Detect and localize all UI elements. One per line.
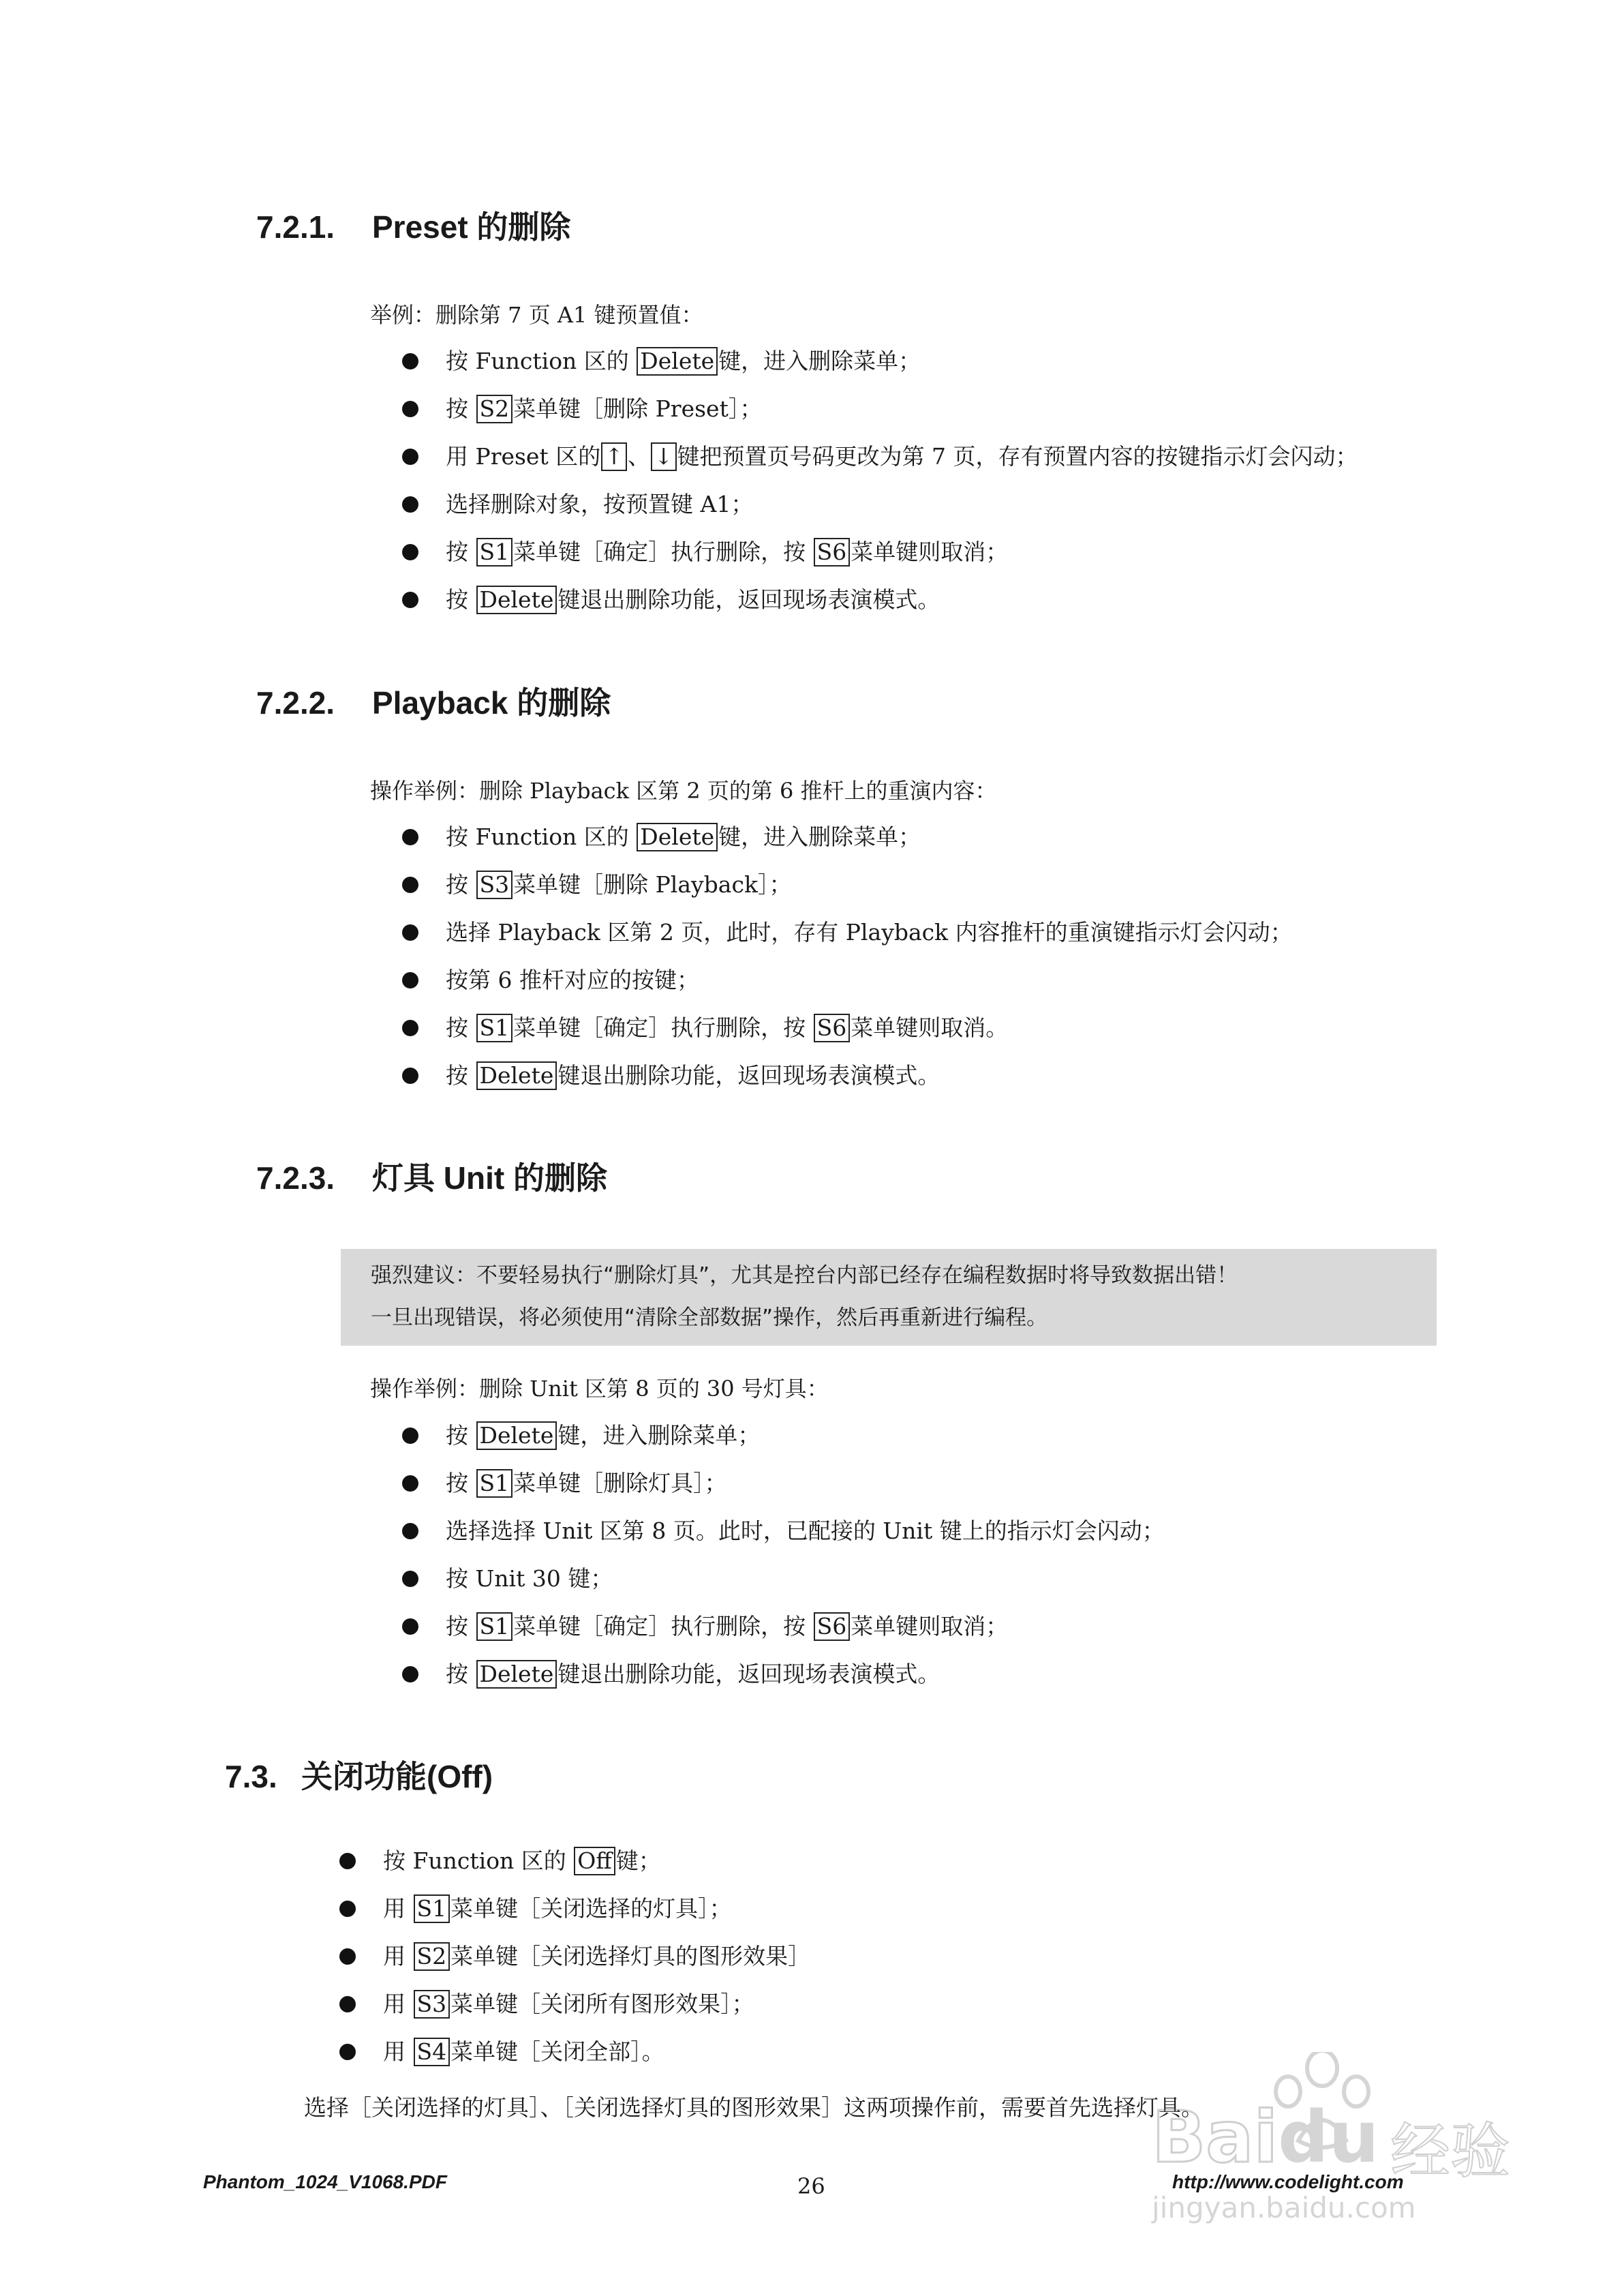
- footer-filename: Phantom_1024_V1068.PDF: [203, 2171, 447, 2192]
- bullet-icon: [402, 544, 418, 560]
- step-text-before: 按: [446, 1470, 476, 1496]
- step-text-before: 按: [446, 1661, 476, 1687]
- step-text: [383, 1846, 661, 1876]
- step-text-after: 菜单键［关闭所有图形效果］；: [450, 1991, 754, 2017]
- step-text: [446, 394, 762, 424]
- step-text: [383, 1989, 754, 2019]
- step-text: [446, 870, 791, 900]
- step-text-after: 键把预置页号码更改为第 7 页，存有预置内容的按键指示灯会闪动；: [677, 443, 1358, 470]
- example-intro: 操作举例：删除 Playback 区第 2 页的第 6 推杆上的重演内容：: [370, 778, 997, 804]
- bullet-icon: [402, 401, 418, 417]
- bullet-icon: [402, 972, 418, 988]
- key-label: Delete: [637, 823, 718, 851]
- warning-line: 强烈建议：不要轻易执行“删除灯具”，尤其是控台内部已经存在编程数据时将导致数据出错！: [371, 1263, 1238, 1288]
- step-text-before: 用: [383, 1895, 413, 1922]
- step-text-middle: 、: [627, 443, 650, 470]
- key-label: S1: [476, 1612, 513, 1641]
- step-text-middle: 菜单键［确定］执行删除，按: [513, 539, 813, 565]
- step-plain-text: 选择 Playback 区第 2 页，此时，存有 Playback 内容推杆的重演键指示灯会闪动；: [446, 919, 1293, 946]
- step-text: [446, 1061, 940, 1091]
- bullet-icon: [402, 353, 418, 369]
- step-text-before: 按 Function 区的: [446, 348, 637, 374]
- key-label: S6: [814, 1612, 851, 1641]
- step-plain-text: 按第 6 推杆对应的按键；: [446, 967, 699, 993]
- key-label: S3: [476, 871, 513, 899]
- step-text-before: 按: [446, 539, 476, 565]
- step-text-after: 键退出删除功能，返回现场表演模式。: [557, 1661, 940, 1687]
- heading-title: Preset 的删除: [372, 209, 571, 245]
- heading-title: 关闭功能(Off): [301, 1759, 493, 1794]
- heading-number: 7.2.2.: [256, 685, 335, 721]
- key-label: Delete: [476, 1421, 557, 1450]
- step-text-after: 菜单键［关闭选择的灯具］；: [450, 1895, 732, 1922]
- step-text: [446, 918, 1293, 948]
- bullet-icon: [402, 1618, 418, 1635]
- step-text-after: 键，进入删除菜单；: [718, 824, 921, 850]
- key-label: Off: [574, 1847, 615, 1875]
- step-text: [446, 1659, 940, 1689]
- step-text-after: 菜单键则取消；: [851, 1613, 1009, 1640]
- bullet-icon: [402, 1523, 418, 1539]
- key-label: ↑: [601, 442, 627, 471]
- step-text-before: 用: [383, 2038, 413, 2065]
- step-text-after: 键，进入删除菜单；: [718, 348, 921, 374]
- key-label: Delete: [637, 347, 718, 376]
- example-intro: 举例：删除第 7 页 A1 键预置值：: [370, 302, 703, 328]
- bullet-icon: [339, 1901, 356, 1917]
- heading-number: 7.2.1.: [256, 209, 335, 245]
- bullet-icon: [402, 496, 418, 513]
- key-label: S6: [814, 538, 851, 567]
- key-label: S2: [414, 1942, 450, 1971]
- step-text: [383, 1942, 810, 1972]
- heading-number: 7.2.3.: [256, 1160, 335, 1196]
- step-text-before: 按: [446, 1422, 476, 1449]
- warning-line: 一旦出现错误，将必须使用“清除全部数据”操作，然后再重新进行编程。: [371, 1305, 1048, 1330]
- heading-7-2-1: [256, 208, 570, 246]
- key-label: Delete: [476, 1061, 557, 1090]
- step-text-before: 用: [383, 1991, 413, 2017]
- footer-url[interactable]: http://www.codelight.com: [1172, 2171, 1404, 2192]
- step-text-before: 按: [446, 1014, 476, 1041]
- step-text-after: 菜单键则取消；: [851, 539, 1009, 565]
- step-text-after: 键；: [615, 1847, 661, 1874]
- step-text-before: 按 Function 区的: [383, 1847, 574, 1874]
- key-label: Delete: [476, 1660, 557, 1689]
- step-text-after: 菜单键［删除 Playback］；: [513, 871, 792, 898]
- step-plain-text: 选择删除对象，按预置键 A1；: [446, 491, 754, 517]
- key-label: ↓: [651, 442, 677, 471]
- step-text: [383, 2037, 664, 2067]
- baidu-logo-text: Baidu: [1152, 2096, 1379, 2179]
- baidu-watermark: [1152, 2052, 1533, 2229]
- step-text: [446, 489, 753, 519]
- heading-number: 7.3.: [225, 1759, 277, 1794]
- bullet-icon: [402, 1428, 418, 1444]
- step-text-after: 菜单键［删除灯具］；: [513, 1470, 727, 1496]
- step-text: [446, 1612, 1008, 1642]
- key-label: S6: [814, 1014, 851, 1042]
- page-number: 26: [797, 2173, 825, 2199]
- heading-7-3: [225, 1757, 493, 1796]
- step-text-middle: 菜单键［确定］执行删除，按: [513, 1613, 813, 1640]
- step-text: [446, 442, 1358, 472]
- heading-title: Playback 的删除: [372, 685, 611, 721]
- step-text-after: 菜单键［删除 Preset］；: [513, 395, 763, 422]
- key-label: S1: [476, 538, 513, 567]
- bullet-icon: [402, 1571, 418, 1587]
- bullet-icon: [402, 1666, 418, 1682]
- step-text-after: 菜单键［关闭全部］。: [450, 2038, 664, 2065]
- watermark-url: jingyan.baidu.com: [1152, 2191, 1416, 2224]
- step-text-before: 按: [446, 871, 476, 898]
- step-plain-text: 按 Unit 30 键；: [446, 1565, 613, 1592]
- key-label: S4: [414, 2038, 450, 2066]
- step-text-before: 按 Function 区的: [446, 824, 637, 850]
- bullet-icon: [339, 1948, 356, 1965]
- step-text: [383, 1894, 732, 1924]
- bullet-icon: [402, 1475, 418, 1492]
- step-text-before: 用: [383, 1943, 413, 1969]
- step-text-after: 键，进入删除菜单；: [557, 1422, 761, 1449]
- step-text: [446, 1564, 613, 1594]
- key-label: S2: [476, 395, 513, 423]
- step-text: [446, 346, 921, 376]
- step-text-after: 键退出删除功能，返回现场表演模式。: [557, 586, 940, 613]
- step-text: [446, 585, 940, 615]
- bullet-icon: [402, 924, 418, 941]
- step-text: [446, 822, 921, 852]
- step-text-after: 菜单键则取消。: [851, 1014, 1009, 1041]
- step-text-before: 按: [446, 586, 476, 613]
- key-label: S3: [414, 1990, 450, 2019]
- jingyan-text: 经验: [1390, 2116, 1511, 2186]
- bullet-icon: [339, 1853, 356, 1869]
- bullet-icon: [402, 829, 418, 845]
- step-text: [446, 537, 1008, 567]
- step-plain-text: 选择选择 Unit 区第 8 页。此时，已配接的 Unit 键上的指示灯会闪动；: [446, 1517, 1165, 1544]
- step-text-after: 菜单键［关闭选择灯具的图形效果］: [450, 1943, 811, 1969]
- bullet-icon: [402, 1068, 418, 1084]
- example-intro: 操作举例：删除 Unit 区第 8 页的 30 号灯具：: [370, 1376, 829, 1402]
- step-text-middle: 菜单键［确定］执行删除，按: [513, 1014, 813, 1041]
- step-text: [446, 965, 699, 995]
- note-text: 选择［关闭选择的灯具］、［关闭选择灯具的图形效果］这两项操作前，需要首先选择灯具。: [304, 2094, 1204, 2121]
- bullet-icon: [339, 1996, 356, 2012]
- key-label: S1: [476, 1014, 513, 1042]
- bullet-icon: [402, 1020, 418, 1036]
- key-label: S1: [414, 1894, 450, 1923]
- step-text-before: 按: [446, 1613, 476, 1640]
- heading-7-2-3: [256, 1159, 607, 1197]
- bullet-icon: [402, 449, 418, 465]
- step-text: [446, 1516, 1165, 1546]
- key-label: Delete: [476, 586, 557, 614]
- bullet-icon: [402, 592, 418, 608]
- step-text-before: 按: [446, 1062, 476, 1089]
- heading-title: 灯具 Unit 的删除: [372, 1160, 607, 1196]
- step-text: [446, 1468, 727, 1498]
- bullet-icon: [339, 2044, 356, 2060]
- step-text: [446, 1421, 760, 1451]
- heading-7-2-2: [256, 684, 611, 722]
- bullet-icon: [402, 877, 418, 893]
- step-text-after: 键退出删除功能，返回现场表演模式。: [557, 1062, 940, 1089]
- step-text-before: 用 Preset 区的: [446, 443, 601, 470]
- step-text-before: 按: [446, 395, 476, 422]
- key-label: S1: [476, 1469, 513, 1498]
- step-text: [446, 1013, 1008, 1043]
- warning-box: [341, 1249, 1437, 1346]
